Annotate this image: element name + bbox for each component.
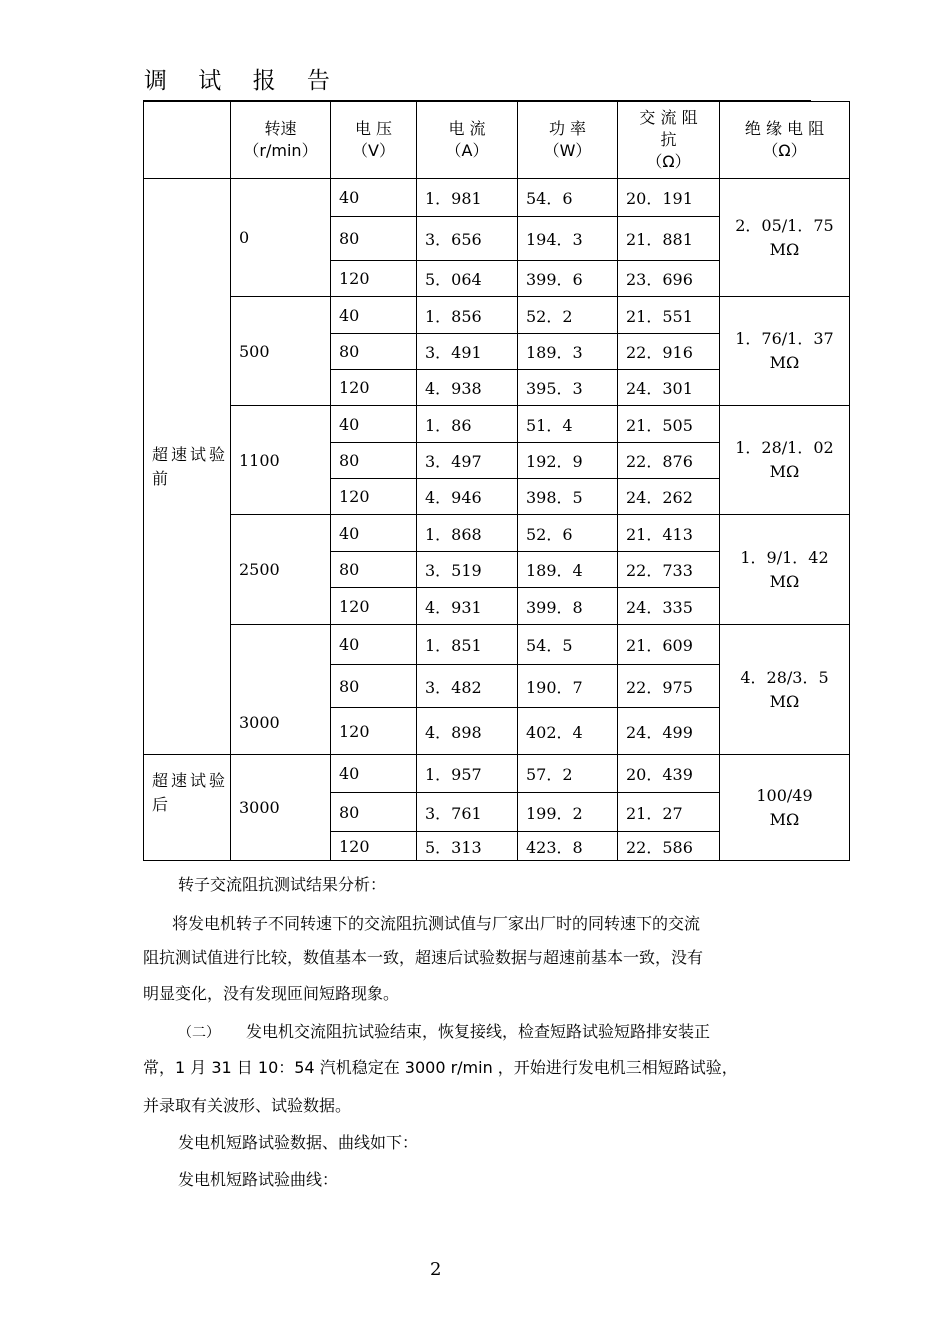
table-row [144,406,850,443]
impedance-cell: 21．551 [618,297,720,334]
page-number: 2 [430,1259,442,1280]
impedance-cell: 24．335 [618,588,720,625]
table-row [144,625,850,665]
power-cell: 190．7 [518,665,618,708]
voltage-cell: 40 [331,297,417,334]
analysis-title: 转子交流阻抗测试结果分析： [178,875,387,894]
header-current: 电 流 （A） [417,102,518,179]
analysis-line-3: 明显变化，没有发现匝间短路现象。 [143,984,400,1003]
insulation-cell: 100/49 MΩ [720,755,850,861]
power-cell: 189．4 [518,552,618,588]
voltage-cell: 80 [331,665,417,708]
data-curve-heading: 发电机短路试验数据、曲线如下： [178,1133,419,1152]
power-cell: 51．4 [518,406,618,443]
current-cell: 1．856 [417,297,518,334]
table-row [144,515,850,552]
speed-cell: 3000 [231,755,331,861]
current-cell: 4．931 [417,588,518,625]
power-cell: 52．6 [518,515,618,552]
voltage-cell: 80 [331,443,417,479]
voltage-cell: 120 [331,370,417,406]
power-cell: 395．3 [518,370,618,406]
section-2-line-2: 常，1 月 31 日 10：54 汽机稳定在 3000 r/min ，开始进行发电机三相短路试验， [143,1058,738,1077]
voltage-cell: 120 [331,261,417,297]
voltage-cell: 40 [331,625,417,665]
voltage-cell: 40 [331,515,417,552]
voltage-cell: 80 [331,552,417,588]
header-impedance: 交 流 阻 抗 （Ω） [618,102,720,179]
speed-cell: 500 [231,297,331,406]
power-cell: 52．2 [518,297,618,334]
current-cell: 4．938 [417,370,518,406]
analysis-line-1: 将发电机转子不同转速下的交流阻抗测试值与厂家出厂时的同转速下的交流 [172,914,701,933]
power-cell: 54．5 [518,625,618,665]
power-cell: 194．3 [518,217,618,261]
impedance-cell: 22．586 [618,832,720,861]
impedance-cell: 20．191 [618,179,720,217]
table-header-row [144,102,850,179]
impedance-cell: 21．27 [618,793,720,832]
stage-after-cell: 超速试验后 [144,755,231,861]
speed-cell: 1100 [231,406,331,515]
current-cell: 3．656 [417,217,518,261]
current-cell: 1．86 [417,406,518,443]
current-cell: 3．497 [417,443,518,479]
insulation-cell: 1．9/1．42 MΩ [720,515,850,625]
impedance-cell: 24．499 [618,708,720,755]
impedance-cell: 24．301 [618,370,720,406]
power-cell: 402．4 [518,708,618,755]
power-cell: 423．8 [518,832,618,861]
voltage-cell: 120 [331,588,417,625]
test-data-table [143,101,850,861]
table-row [144,297,850,334]
insulation-cell: 1．76/1．37 MΩ [720,297,850,406]
table-row [144,179,850,217]
current-cell: 3．482 [417,665,518,708]
current-cell: 5．313 [417,832,518,861]
impedance-cell: 21．413 [618,515,720,552]
current-cell: 4．898 [417,708,518,755]
current-cell: 1．957 [417,755,518,793]
power-cell: 199．2 [518,793,618,832]
power-cell: 398．5 [518,479,618,515]
impedance-cell: 21．609 [618,625,720,665]
table-row [144,755,850,793]
header-voltage: 电 压 （V） [331,102,417,179]
speed-cell: 0 [231,179,331,297]
section-2-line-3: 并录取有关波形、试验数据。 [143,1096,352,1115]
header-stage-blank [144,102,231,179]
current-cell: 1．981 [417,179,518,217]
impedance-cell: 22．975 [618,665,720,708]
voltage-cell: 120 [331,832,417,861]
power-cell: 399．8 [518,588,618,625]
impedance-cell: 22．876 [618,443,720,479]
impedance-cell: 22．916 [618,334,720,370]
impedance-cell: 23．696 [618,261,720,297]
voltage-cell: 40 [331,406,417,443]
current-cell: 3．491 [417,334,518,370]
stage-before-cell: 超速试验前 [144,179,231,755]
current-cell: 3．761 [417,793,518,832]
voltage-cell: 40 [331,755,417,793]
current-cell: 4．946 [417,479,518,515]
curve-heading: 发电机短路试验曲线： [178,1170,339,1189]
voltage-cell: 40 [331,179,417,217]
power-cell: 54．6 [518,179,618,217]
power-cell: 57．2 [518,755,618,793]
header-power: 功 率 （W） [518,102,618,179]
header-insulation: 绝 缘 电 阻 （Ω） [720,102,850,179]
analysis-line-2: 阻抗测试值进行比较，数值基本一致，超速后试验数据与超速前基本一致，没有 [143,948,704,967]
insulation-cell: 2．05/1．75 MΩ [720,179,850,297]
speed-cell: 2500 [231,515,331,625]
impedance-cell: 24．262 [618,479,720,515]
header-speed: 转速 （r/min） [231,102,331,179]
impedance-cell: 22．733 [618,552,720,588]
voltage-cell: 120 [331,479,417,515]
current-cell: 5．064 [417,261,518,297]
voltage-cell: 80 [331,334,417,370]
page-header-title: 调 试 报 告 [144,68,342,94]
power-cell: 192．9 [518,443,618,479]
voltage-cell: 120 [331,708,417,755]
voltage-cell: 80 [331,217,417,261]
power-cell: 189．3 [518,334,618,370]
insulation-cell: 4．28/3．5 MΩ [720,625,850,755]
power-cell: 399．6 [518,261,618,297]
impedance-cell: 21．881 [618,217,720,261]
impedance-cell: 21．505 [618,406,720,443]
current-cell: 1．851 [417,625,518,665]
speed-cell: 3000 [231,625,331,755]
current-cell: 3．519 [417,552,518,588]
current-cell: 1．868 [417,515,518,552]
voltage-cell: 80 [331,793,417,832]
impedance-cell: 20．439 [618,755,720,793]
insulation-cell: 1．28/1．02 MΩ [720,406,850,515]
section-2-line-1: 发电机交流阻抗试验结束，恢复接线，检查短路试验短路排安装正 [246,1022,711,1041]
section-2-marker: （二） [178,1025,220,1041]
